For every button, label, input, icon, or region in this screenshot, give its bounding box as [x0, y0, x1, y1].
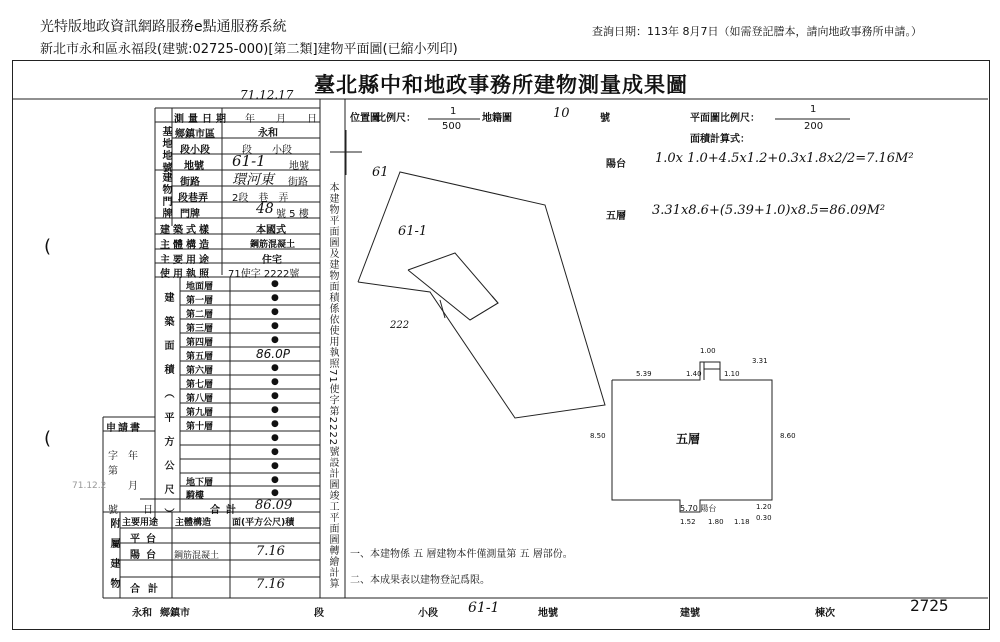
cadastral-map-number: 10 [553, 106, 570, 121]
building-type-value: 本國式 [256, 225, 286, 236]
floor-label: 第四層 [186, 338, 214, 348]
attached-row-usage: 陽台 [130, 550, 162, 561]
survey-date-label: 測量日期 [174, 114, 230, 125]
dim-bottom2: 1.80 [708, 518, 724, 526]
dim-left: 8.50 [590, 432, 606, 440]
note-line: 二、本成果表以建物登記爲限。 [350, 575, 490, 586]
door-row-label: 段巷弄 [178, 193, 208, 204]
floor-suffix: 號 5 樓 [276, 209, 309, 220]
lane-value: 2段 巷 弄 [232, 193, 289, 204]
dim-top-left: 5.39 [636, 370, 652, 378]
floor-area-value: ● [271, 391, 279, 401]
parcel-label-222: 222 [390, 320, 410, 331]
area-label: 建築面積（平方公尺） [162, 292, 173, 532]
attached-header-usage: 主要用途 [122, 518, 159, 528]
floor-area-value: 86.0P [256, 347, 290, 361]
floorplan-scale-num: 1 [810, 104, 817, 115]
sheet-title: 臺北縣中和地政事務所建物測量成果圖 [314, 72, 688, 97]
street-name: 環河東 [232, 172, 274, 188]
door-plate-label: 建物門牌 [160, 172, 171, 220]
base-row-label: 段小段 [180, 145, 210, 156]
floor-plan-name: 五層 [676, 432, 701, 446]
license-value: 71使字 2222號 [228, 269, 300, 280]
handwritten-date: 71.12.17 [240, 88, 294, 102]
calc-row-formula: 1.0x 1.0+4.5x1.2+0.3x1.8x2/2=7.16M² [655, 151, 914, 166]
dim-right: 8.60 [780, 432, 796, 440]
floor-area-value: ● [271, 488, 279, 498]
attached-header-structure: 主體構造 [175, 518, 212, 528]
footer-parcel-label: 地號 [538, 608, 558, 619]
floor-label: 第七層 [186, 380, 214, 390]
dim-top-mid2: 1.40 [686, 370, 702, 378]
dim-bottom1: 1.52 [680, 518, 696, 526]
total-area: 86.09 [255, 498, 293, 513]
total-label: 合計 [210, 505, 242, 516]
floor-label: 騎樓 [186, 491, 205, 501]
floor-area-value: ● [271, 363, 279, 373]
dim-bottom-r1: 1.20 [756, 503, 772, 511]
area-calc-label: 面積計算式： [690, 134, 750, 145]
base-row-value: 永和 [258, 128, 278, 139]
location-scale-den: 500 [442, 121, 462, 132]
attached-row-usage: 平台 [130, 534, 162, 545]
map-hao-label: 號 [600, 113, 610, 124]
floor-label: 地面層 [186, 282, 214, 292]
punch-hole-mark: ( [44, 428, 52, 449]
parcel-label-61: 61 [372, 165, 389, 180]
floor-area-value: ● [271, 461, 279, 471]
dim-balcony: 5.70 陽台 [680, 504, 717, 513]
attached-building-label: 附屬建物 [108, 518, 119, 598]
floor-area-value: ● [271, 335, 279, 345]
dim-top-mid1: 1.00 [700, 347, 716, 355]
parcel-suffix: 地號 [289, 161, 309, 172]
footer-parcel-value: 61-1 [468, 600, 500, 616]
floor-area-value: ● [271, 475, 279, 485]
vertical-note: 本建物平面圖及建物面積係依使用執照71使字第2222號設計圖竣工平面圖轉繪計算 [327, 182, 338, 590]
punch-hole-mark: ( [44, 236, 52, 257]
attached-header-area: 面(平方公尺)積 [232, 518, 295, 528]
base-parcel-label: 基地地號 [160, 126, 171, 174]
street-suffix: 街路 [288, 177, 308, 188]
floor-label: 第八層 [186, 394, 214, 404]
footer-township-label: 鄉鎮市 [160, 608, 190, 619]
floor-label: 地下層 [186, 478, 214, 488]
location-map-label: 位置圖 [350, 113, 380, 124]
base-row-label: 地號 [184, 161, 204, 172]
application-zi: 字 [108, 451, 118, 462]
structure-label: 主體構造 [160, 240, 212, 251]
floor-label: 第三層 [186, 324, 214, 334]
building-type-label: 建築式樣 [160, 225, 212, 236]
application-month: 月 [128, 481, 138, 492]
floor-area-value: ● [271, 405, 279, 415]
dim-top-far: 3.31 [752, 357, 768, 365]
floor-area-value: ● [271, 307, 279, 317]
calc-row-label: 陽台 [606, 159, 626, 170]
floor-label: 第十層 [186, 422, 214, 432]
stamp-number: 2725 [910, 596, 949, 615]
calc-row-label: 五層 [606, 211, 626, 222]
floor-label: 第六層 [186, 366, 214, 376]
door-row-label: 門牌 [180, 209, 200, 220]
calc-row-formula: 3.31x8.6+(5.39+1.0)x8.5=86.09M² [652, 203, 886, 218]
floor-area-value: ● [271, 377, 279, 387]
floor-label: 第五層 [186, 352, 214, 362]
license-label: 使用執照 [160, 269, 212, 280]
floor-area-value: ● [271, 279, 279, 289]
application-label: 申請書 [106, 423, 142, 434]
attached-row-structure: 鋼筋混凝土 [174, 551, 220, 561]
parcel-number: 61-1 [232, 152, 266, 170]
application-di: 第 [108, 466, 118, 477]
system-title: 光特版地政資訊網路服務e點通服務系統 [40, 19, 287, 35]
footer-sheet-label: 棟次 [815, 608, 835, 619]
dim-bottom3: 1.18 [734, 518, 750, 526]
usage-value: 住宅 [262, 255, 282, 266]
floor-area-value: ● [271, 447, 279, 457]
parcel-label-61-1: 61-1 [398, 224, 428, 239]
faded-date: 71.12.2 [72, 481, 107, 491]
floor-area-value: ● [271, 419, 279, 429]
location-scale-num: 1 [450, 106, 457, 117]
location-scale-label: 比例尺： [376, 113, 416, 124]
survey-date-day: 日 [307, 114, 317, 125]
note-line: 一、本建物係 五 層建物本件僅測量第 五 層部份。 [350, 549, 573, 560]
attached-total-label: 合計 [130, 584, 166, 595]
footer-subsection-label: 小段 [418, 608, 438, 619]
document-subtitle: 新北市永和區永福段(建號:02725-000)[第二類]建物平面圖(已縮小列印) [40, 42, 458, 57]
survey-date-month: 月 [276, 114, 286, 125]
query-date: 查詢日期：113年 8月7日（如需登記謄本，請向地政事務所申請。） [592, 25, 922, 38]
usage-label: 主要用途 [160, 255, 212, 266]
door-row-label: 街路 [180, 177, 200, 188]
application-year: 年 [128, 451, 138, 462]
footer-township-value: 永和 [132, 608, 152, 619]
application-ri: 日 [143, 505, 153, 516]
house-number: 48 [256, 201, 274, 217]
floor-area-value: ● [271, 433, 279, 443]
attached-total-value: 7.16 [256, 577, 285, 592]
floor-label: 第二層 [186, 310, 214, 320]
footer-section-label: 段 [314, 608, 324, 619]
cadastral-map-label: 地籍圖 [482, 113, 512, 124]
dim-bottom-r2: 0.30 [756, 514, 772, 522]
structure-value: 鋼筋混凝土 [250, 240, 296, 250]
attached-row-area: 7.16 [256, 544, 285, 559]
base-row-label: 鄉鎮市區 [175, 129, 215, 140]
application-hao: 號 [108, 505, 118, 516]
floor-area-value: ● [271, 293, 279, 303]
dim-top-right: 1.10 [724, 370, 740, 378]
base-row-value: 段 小段 [242, 145, 292, 156]
floor-label: 第九層 [186, 408, 214, 418]
floor-area-value: ● [271, 321, 279, 331]
floorplan-scale-label: 平面圖比例尺： [690, 113, 760, 124]
survey-date-year: 年 [245, 114, 255, 125]
floorplan-scale-den: 200 [804, 121, 824, 132]
floor-label: 第一層 [186, 296, 214, 306]
footer-building-label: 建號 [680, 608, 700, 619]
